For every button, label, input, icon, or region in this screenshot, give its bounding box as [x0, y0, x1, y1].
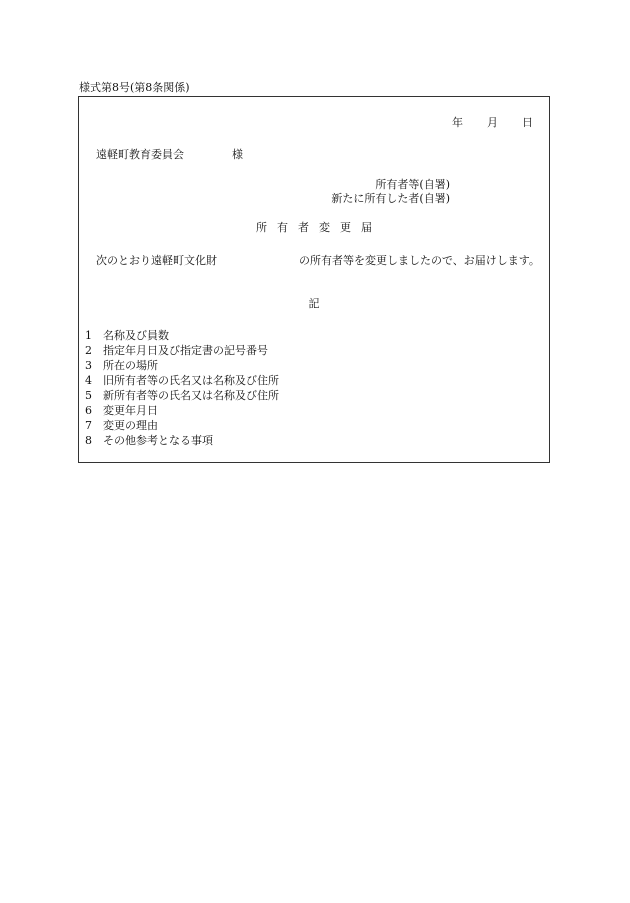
- item-list: [85, 328, 279, 448]
- item-number: 1: [85, 329, 92, 342]
- list-item: [85, 358, 279, 373]
- list-item: [85, 388, 279, 403]
- item-number: 3: [85, 359, 92, 372]
- day-label: 日: [522, 116, 533, 129]
- item-label: 旧所有者等の氏名又は名称及び住所: [103, 374, 279, 387]
- recipient-line: [96, 149, 243, 160]
- body-text-after: の所有者等を変更しましたので、お届けします。: [299, 254, 540, 267]
- item-label: 所在の場所: [103, 359, 158, 372]
- notification-form: [78, 96, 550, 463]
- item-number: 7: [85, 419, 92, 432]
- item-label: その他参考となる事項: [103, 434, 213, 447]
- document-title: 所有者変更届: [256, 221, 382, 234]
- list-item: [85, 343, 279, 358]
- year-label: 年: [452, 116, 463, 129]
- list-item: [85, 328, 279, 343]
- list-item: [85, 373, 279, 388]
- item-label: 指定年月日及び指定書の記号番号: [103, 344, 268, 357]
- date-line: [452, 117, 533, 128]
- item-number: 2: [85, 344, 92, 357]
- item-label: 名称及び員数: [103, 329, 169, 342]
- form-number-label: 様式第8号(第8条関係): [79, 81, 190, 94]
- body-text-before: 次のとおり遠軽町文化財: [96, 254, 217, 267]
- item-label: 新所有者等の氏名又は名称及び住所: [103, 389, 279, 402]
- item-label: 変更年月日: [103, 404, 158, 417]
- recipient-honorific: 様: [232, 148, 243, 161]
- list-item: [85, 433, 279, 448]
- owner-signature-label: 所有者等(自署): [375, 178, 450, 191]
- recipient-name: 遠軽町教育委員会: [96, 148, 184, 161]
- body-paragraph: [83, 253, 549, 269]
- item-number: 6: [85, 404, 92, 417]
- list-item: [85, 403, 279, 418]
- list-item: [85, 418, 279, 433]
- ki-heading: 記: [308, 297, 320, 310]
- item-number: 4: [85, 374, 92, 387]
- new-owner-signature-label: 新たに所有した者(自署): [331, 192, 450, 205]
- item-number: 8: [85, 434, 92, 447]
- item-label: 変更の理由: [103, 419, 158, 432]
- item-number: 5: [85, 389, 92, 402]
- month-label: 月: [487, 116, 498, 129]
